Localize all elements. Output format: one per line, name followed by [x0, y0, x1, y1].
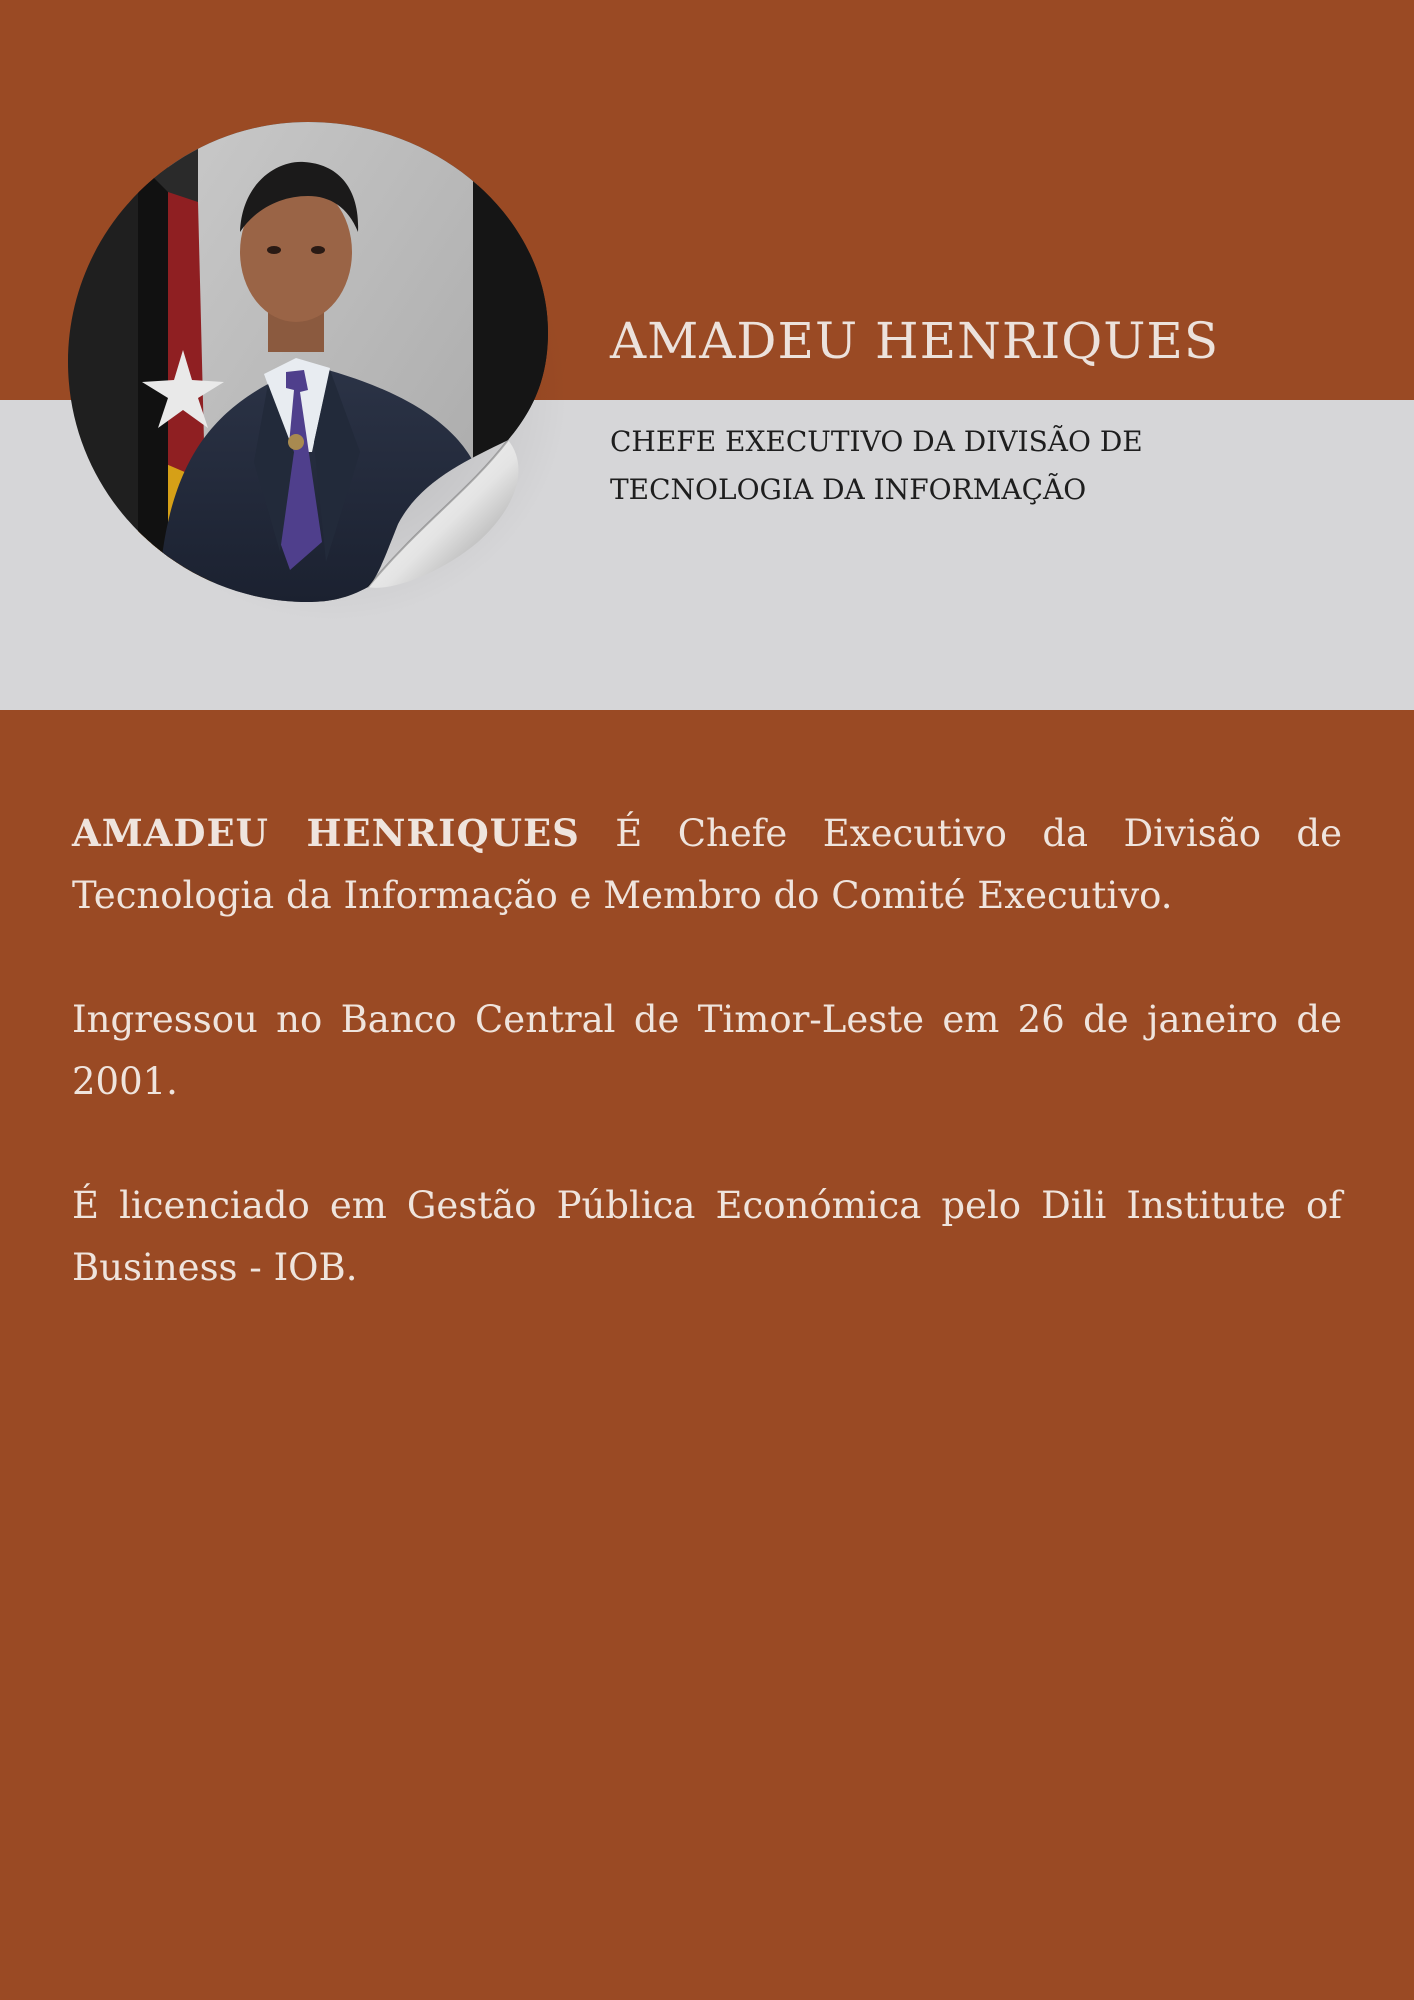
portrait-sticker [68, 122, 548, 602]
bio-p1-text: É Chefe Executivo da Divisão de Tecnologia da Informação e Membro do Comité Executivo. [72, 812, 1343, 917]
bio-paragraph-2: Ingressou no Banco Central de Timor-Leste em 26 de janeiro de 2001. [72, 998, 1342, 1103]
person-name: AMADEU HENRIQUES [610, 312, 1220, 370]
bio-paragraph-1 [72, 802, 1342, 927]
role-line-2: TECNOLOGIA DA INFORMAÇÃO [610, 473, 1087, 506]
portrait-photo [68, 122, 548, 602]
person-role [610, 418, 1310, 514]
bio-name: AMADEU HENRIQUES [72, 811, 580, 855]
bio-paragraph-3: É licenciado em Gestão Pública Económica pelo Dili Institute of Business - IOB. [72, 1184, 1342, 1289]
role-line-1: CHEFE EXECUTIVO DA DIVISÃO DE [610, 425, 1143, 458]
biography [72, 802, 1342, 1361]
